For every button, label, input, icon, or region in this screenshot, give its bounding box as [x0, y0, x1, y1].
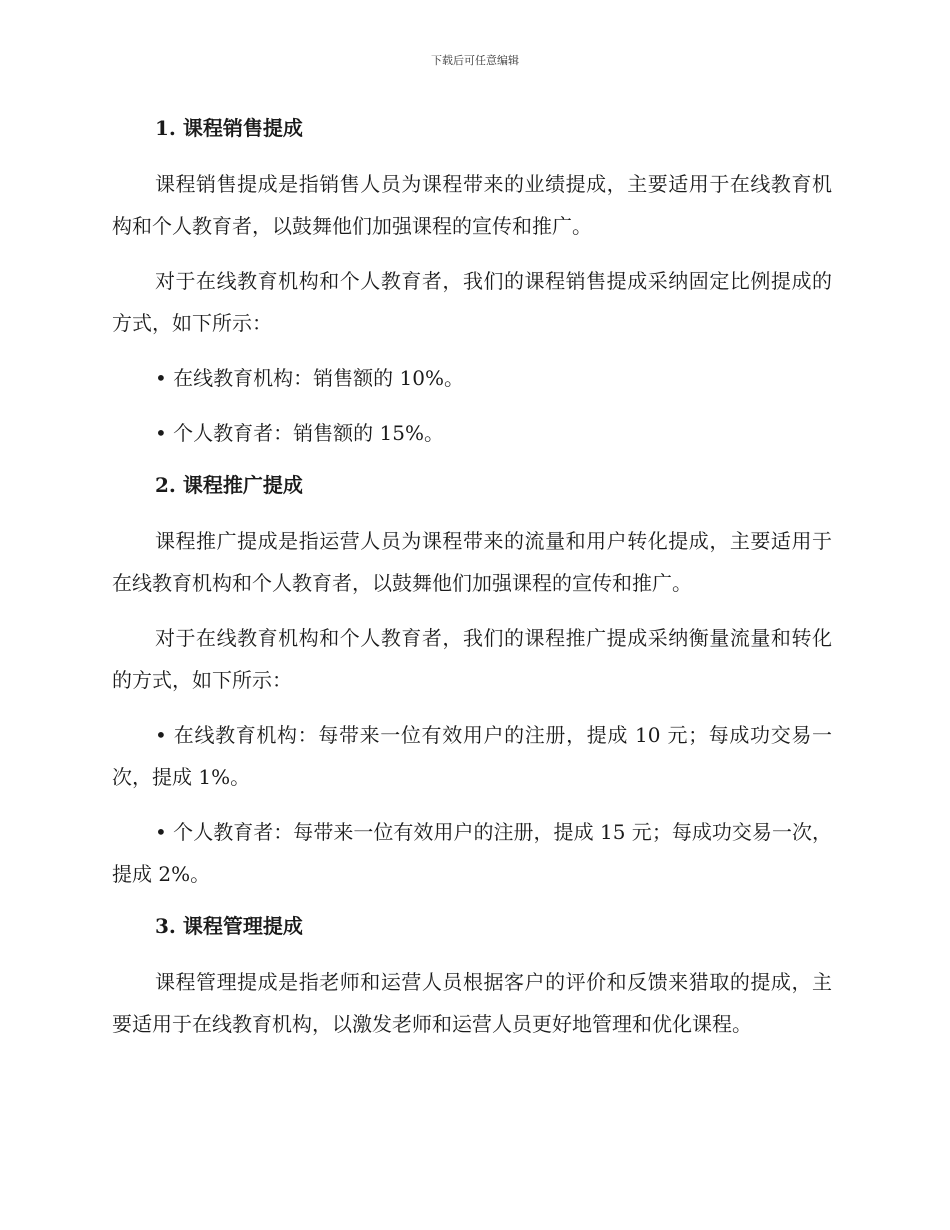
section-course-promotion-commission [112, 467, 832, 895]
paragraph: 课程推广提成是指运营人员为课程带来的流量和用户转化提成，主要适用于在线教育机构和个人教育者，以鼓舞他们加强课程的宣传和推广。 [112, 529, 832, 595]
paragraph: 对于在线教育机构和个人教育者，我们的课程销售提成采纳固定比例提成的方式，如下所示： [112, 269, 832, 335]
section-heading: 1. 课程销售提成 [155, 116, 303, 140]
page-header-note: 下载后可任意编辑 [431, 54, 519, 67]
section-course-sales-commission [112, 110, 832, 454]
section-heading: 2. 课程推广提成 [155, 473, 303, 497]
paragraph: 课程管理提成是指老师和运营人员根据客户的评价和反馈来猎取的提成，主要适用于在线教育机构，以激发老师和运营人员更好地管理和优化课程。 [112, 970, 832, 1036]
bullet-item: • 个人教育者：每带来一位有效用户的注册，提成 15 元；每成功交易一次，提成 2%。 [112, 820, 832, 886]
paragraph: 课程销售提成是指销售人员为课程带来的业绩提成，主要适用于在线教育机构和个人教育者，以鼓舞他们加强课程的宣传和推广。 [112, 172, 832, 238]
section-course-management-commission [112, 908, 832, 1045]
section-heading: 3. 课程管理提成 [155, 914, 303, 938]
paragraph: 对于在线教育机构和个人教育者，我们的课程推广提成采纳衡量流量和转化的方式，如下所示： [112, 626, 832, 692]
bullet-item: • 在线教育机构：销售额的 10%。 [155, 366, 464, 390]
document-body [112, 110, 832, 1058]
bullet-item: • 个人教育者：销售额的 15%。 [155, 421, 444, 445]
bullet-item: • 在线教育机构：每带来一位有效用户的注册，提成 10 元；每成功交易一次，提成 1%。 [112, 723, 832, 789]
